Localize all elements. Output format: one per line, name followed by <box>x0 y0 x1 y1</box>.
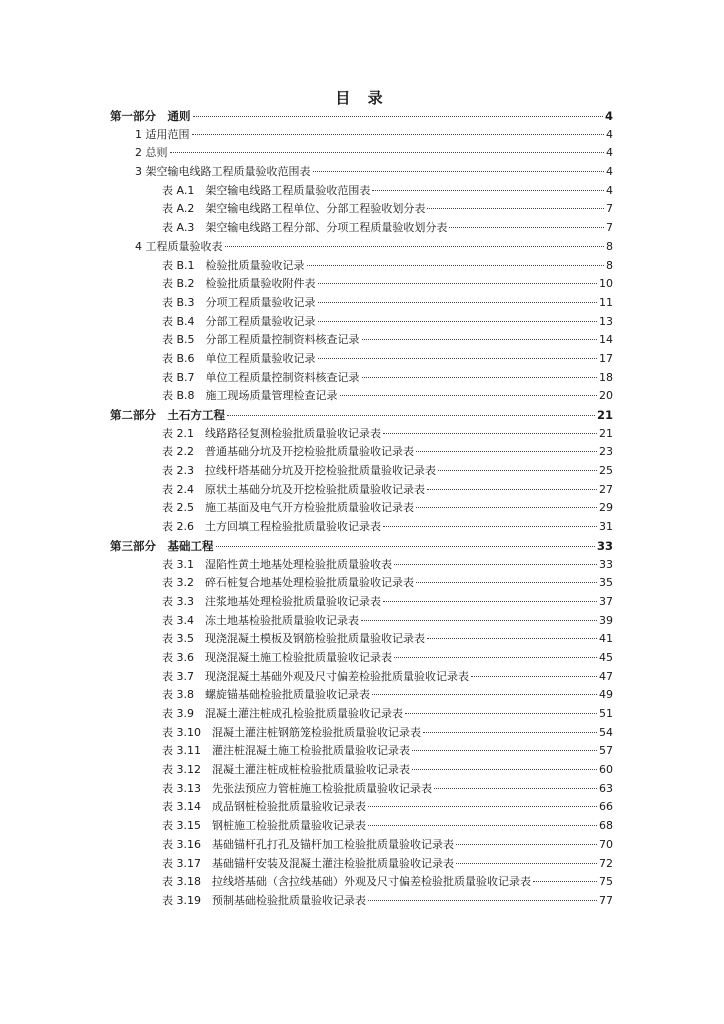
toc-table-entry[interactable] <box>0 798 724 817</box>
dot-leader <box>318 310 597 322</box>
toc-entry-page-number: 7 <box>606 221 613 235</box>
dot-leader <box>362 328 597 340</box>
dot-leader <box>427 197 604 209</box>
toc-entry-label: 表 B.3 分项工程质量验收记录 <box>162 295 316 309</box>
dot-leader <box>456 852 597 864</box>
toc-entry-page-number: 45 <box>599 650 613 664</box>
toc-entry-page-number: 8 <box>606 258 613 272</box>
toc-table-entry[interactable] <box>0 705 724 724</box>
toc-table-entry[interactable] <box>0 649 724 668</box>
table-of-contents <box>0 107 724 911</box>
toc-entry-page-number: 70 <box>599 837 613 851</box>
dot-leader <box>368 795 597 807</box>
toc-entry-page-number: 41 <box>599 632 613 646</box>
toc-entry-page-number: 21 <box>599 426 613 440</box>
toc-table-entry[interactable] <box>0 443 724 462</box>
toc-entry-label: 表 3.4 冻土地基检验批质量验收记录表 <box>162 613 359 627</box>
dot-leader <box>438 459 597 471</box>
dot-leader <box>427 627 597 639</box>
toc-entry-label: 表 B.6 单位工程质量验收记录 <box>162 351 316 365</box>
dot-leader <box>427 478 597 490</box>
toc-entry-label: 第一部分 通则 <box>110 109 191 123</box>
toc-entry-label: 表 2.1 线路路径复测检验批质量验收记录表 <box>162 426 381 440</box>
toc-table-entry[interactable] <box>0 481 724 500</box>
toc-table-entry[interactable] <box>0 425 724 444</box>
dot-leader <box>383 590 597 602</box>
toc-entry-label: 表 2.3 拉线杆塔基础分坑及开挖检验批质量验收记录表 <box>162 464 436 478</box>
toc-entry-label: 表 2.5 施工基面及电气开方检验批质量验收记录表 <box>162 501 414 515</box>
toc-entry-page-number: 20 <box>599 389 613 403</box>
toc-entry-page-number: 35 <box>599 576 613 590</box>
toc-entry-label: 表 B.1 检验批质量验收记录 <box>162 258 305 272</box>
toc-entry-label: 表 3.11 灌注桩混凝土施工检验批质量验收记录表 <box>162 744 410 758</box>
toc-entry-label: 表 3.2 碎石桩复合地基处理检验批质量验收记录表 <box>162 576 414 590</box>
toc-entry-label: 表 B.7 单位工程质量控制资料核查记录 <box>162 370 360 384</box>
toc-entry-page-number: 57 <box>599 744 613 758</box>
toc-entry-label: 表 3.19 预制基础检验批质量验收记录表 <box>162 893 366 907</box>
toc-entry-label: 表 3.15 钢桩施工检验批质量验收记录表 <box>162 819 366 833</box>
toc-entry-label: 2 总则 <box>135 146 168 160</box>
toc-entry-label: 第二部分 土石方工程 <box>110 408 225 422</box>
toc-entry-page-number: 25 <box>599 464 613 478</box>
toc-table-entry[interactable] <box>0 892 724 911</box>
toc-entry-page-number: 29 <box>599 501 613 515</box>
dot-leader <box>170 141 605 153</box>
toc-entry-label: 表 3.18 拉线塔基础（含拉线基础）外观及尺寸偏差检验批质量验收记录表 <box>162 875 531 889</box>
toc-entry-page-number: 4 <box>604 109 613 123</box>
toc-entry-page-number: 8 <box>606 239 613 253</box>
toc-entry-label: 表 3.9 混凝土灌注桩成孔检验批质量验收记录表 <box>162 707 403 720</box>
toc-table-entry[interactable] <box>0 742 724 761</box>
toc-entry-label: 表 3.3 注浆地基处理检验批质量验收记录表 <box>162 594 381 608</box>
toc-entry-page-number: 49 <box>599 688 613 702</box>
toc-entry-label: 表 B.4 分部工程质量验收记录 <box>162 314 316 328</box>
toc-entry-page-number: 37 <box>599 594 613 608</box>
toc-entry-label: 3 架空输电线路工程质量验收范围表 <box>135 165 311 179</box>
dot-leader <box>225 235 605 247</box>
toc-entry-label: 表 3.12 混凝土灌注桩成桩检验批质量验收记录表 <box>162 763 410 777</box>
dot-leader <box>368 889 597 901</box>
toc-table-entry[interactable] <box>0 182 724 201</box>
toc-entry-page-number: 21 <box>596 408 613 422</box>
toc-entry-page-number: 47 <box>599 669 613 683</box>
dot-leader <box>340 384 597 396</box>
toc-entry-label: 表 A.1 架空输电线路工程质量验收范围表 <box>162 183 371 197</box>
toc-table-entry[interactable] <box>0 817 724 836</box>
toc-entry-label: 表 3.10 混凝土灌注桩钢筋笼检验批质量验收记录表 <box>162 725 421 739</box>
toc-entry-page-number: 4 <box>606 146 613 160</box>
toc-entry-page-number: 10 <box>599 277 613 291</box>
toc-entry-label: 表 B.8 施工现场质量管理检查记录 <box>162 389 338 403</box>
toc-section-entry[interactable] <box>0 163 724 182</box>
toc-entry-label: 表 A.2 架空输电线路工程单位、分部工程验收划分表 <box>162 202 426 216</box>
dot-leader <box>307 254 604 266</box>
toc-table-entry[interactable] <box>0 873 724 892</box>
toc-table-entry[interactable] <box>0 724 724 743</box>
toc-table-entry[interactable] <box>0 200 724 219</box>
toc-entry-page-number: 27 <box>599 482 613 496</box>
dot-leader <box>372 683 597 695</box>
toc-table-entry[interactable] <box>0 686 724 705</box>
toc-table-entry[interactable] <box>0 499 724 518</box>
toc-entry-page-number: 11 <box>599 295 613 309</box>
toc-entry-label: 表 B.5 分部工程质量控制资料核查记录 <box>162 333 360 347</box>
dot-leader <box>313 160 605 172</box>
toc-table-entry[interactable] <box>0 668 724 687</box>
dot-leader <box>405 702 597 714</box>
toc-table-entry[interactable] <box>0 462 724 481</box>
toc-entry-page-number: 17 <box>599 351 613 365</box>
dot-leader <box>456 833 597 845</box>
dot-leader <box>533 870 597 882</box>
dot-leader <box>193 105 603 118</box>
toc-entry-page-number: 77 <box>599 893 613 907</box>
dot-leader <box>416 440 597 452</box>
dot-leader <box>372 179 604 191</box>
toc-entry-label: 表 3.17 基础锚杆安装及混凝土灌注检验批质量验收记录表 <box>162 856 454 870</box>
toc-entry-page-number: 51 <box>599 707 613 720</box>
toc-entry-label: 表 3.14 成品钢桩检验批质量验收记录表 <box>162 800 366 814</box>
toc-entry-page-number: 72 <box>599 856 613 870</box>
dot-leader <box>383 422 597 434</box>
toc-entry-page-number: 7 <box>606 202 613 216</box>
dot-leader <box>216 534 595 547</box>
toc-entry-page-number: 63 <box>599 781 613 795</box>
toc-entry-label: 表 A.3 架空输电线路工程分部、分项工程质量验收划分表 <box>162 221 448 235</box>
dot-leader <box>318 291 597 303</box>
toc-entry-page-number: 13 <box>599 314 613 328</box>
dot-leader <box>423 721 597 733</box>
toc-part-entry[interactable] <box>0 537 724 556</box>
dot-leader <box>416 496 597 508</box>
toc-entry-label: 表 3.16 基础锚杆孔打孔及锚杆加工检验批质量验收记录表 <box>162 837 454 851</box>
toc-entry-page-number: 39 <box>599 613 613 627</box>
toc-entry-page-number: 18 <box>599 370 613 384</box>
toc-entry-page-number: 33 <box>599 557 613 571</box>
toc-entry-page-number: 66 <box>599 800 613 814</box>
dot-leader <box>449 216 604 228</box>
toc-entry-label: 表 3.7 现浇混凝土基础外观及尺寸偏差检验批质量验收记录表 <box>162 669 469 683</box>
dot-leader <box>361 609 597 621</box>
toc-entry-label: 表 B.2 检验批质量验收附件表 <box>162 277 316 291</box>
dot-leader <box>318 272 597 284</box>
toc-entry-label: 表 3.13 先张法预应力管桩施工检验批质量验收记录表 <box>162 781 432 795</box>
dot-leader <box>471 665 597 677</box>
toc-entry-page-number: 60 <box>599 763 613 777</box>
dot-leader <box>362 366 597 378</box>
dot-leader <box>383 515 597 527</box>
dot-leader <box>318 347 597 359</box>
toc-entry-label: 表 3.6 现浇混凝土施工检验批质量验收记录表 <box>162 650 392 664</box>
toc-entry-page-number: 33 <box>596 538 613 553</box>
toc-table-entry[interactable] <box>0 836 724 855</box>
toc-entry-label: 表 3.8 螺旋锚基础检验批质量验收记录表 <box>162 688 370 702</box>
toc-table-entry[interactable] <box>0 630 724 649</box>
toc-entry-label: 表 2.4 原状土基础分坑及开挖检验批质量验收记录表 <box>162 482 425 496</box>
dot-leader <box>394 646 597 658</box>
toc-entry-label: 1 适用范围 <box>135 127 190 141</box>
toc-entry-page-number: 4 <box>606 127 613 141</box>
page-title: 目 录 <box>335 89 389 107</box>
toc-entry-label: 4 工程质量验收表 <box>135 239 223 253</box>
toc-table-entry[interactable] <box>0 761 724 780</box>
toc-entry-page-number: 68 <box>599 819 613 833</box>
toc-entry-page-number: 54 <box>599 725 613 739</box>
toc-entry-page-number: 4 <box>606 183 613 197</box>
dot-leader <box>394 553 597 565</box>
toc-table-entry[interactable] <box>0 556 724 575</box>
toc-part-entry[interactable] <box>0 406 724 425</box>
dot-leader <box>192 123 605 135</box>
toc-table-entry[interactable] <box>0 780 724 799</box>
toc-entry-page-number: 31 <box>599 520 613 534</box>
toc-entry-page-number: 14 <box>599 333 613 347</box>
dot-leader <box>227 404 595 417</box>
toc-entry-label: 表 3.1 湿陷性黄土地基处理检验批质量验收表 <box>162 557 392 571</box>
toc-entry-page-number: 75 <box>599 875 613 889</box>
toc-entry-page-number: 4 <box>606 165 613 179</box>
dot-leader <box>368 814 597 826</box>
dot-leader <box>434 777 597 789</box>
toc-entry-label: 表 2.2 普通基础分坑及开挖检验批质量验收记录表 <box>162 445 414 459</box>
dot-leader <box>416 571 597 583</box>
toc-entry-label: 表 2.6 土方回填工程检验批质量验收记录表 <box>162 520 381 534</box>
toc-entry-label: 第三部分 基础工程 <box>110 538 214 553</box>
dot-leader <box>412 758 597 770</box>
toc-entry-label: 表 3.5 现浇混凝土模板及钢筋检验批质量验收记录表 <box>162 632 425 646</box>
dot-leader <box>412 739 597 751</box>
toc-table-entry[interactable] <box>0 574 724 593</box>
toc-table-entry[interactable] <box>0 612 724 631</box>
toc-entry-page-number: 23 <box>599 445 613 459</box>
toc-table-entry[interactable] <box>0 855 724 874</box>
